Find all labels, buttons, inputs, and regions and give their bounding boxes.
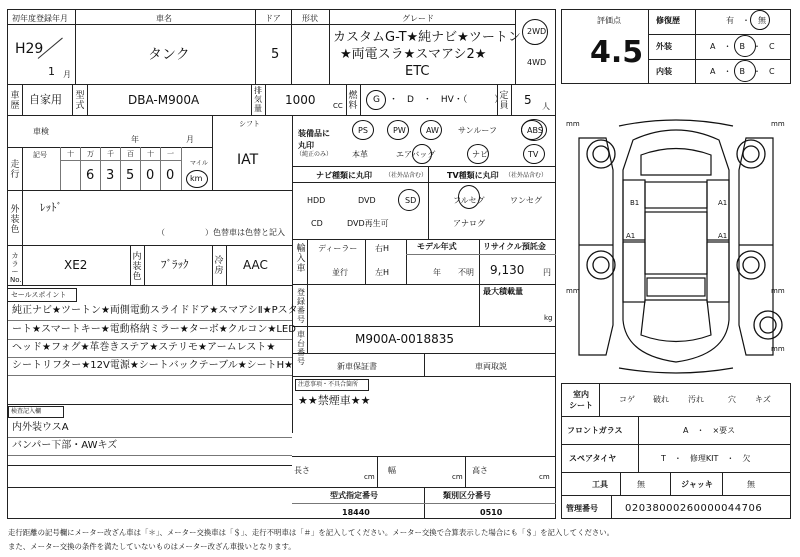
digit-divider <box>160 147 161 190</box>
equip-item: PS <box>358 126 368 135</box>
left-rear-door <box>623 242 645 302</box>
left-front-door <box>623 180 645 240</box>
interior-color-label: 内装色 <box>132 252 142 282</box>
recycle-value: 9,130 <box>490 263 525 277</box>
equip-circle <box>521 119 547 141</box>
class-number-label: 類別区分番号 <box>443 491 491 500</box>
tv-type: フルセグ <box>453 196 485 205</box>
digit-divider <box>140 147 141 190</box>
warranty-doc: 新車保証書 <box>337 362 377 371</box>
damage-mark-a1-upper: A1 <box>718 199 728 207</box>
sales-rule <box>8 320 292 321</box>
shape-label: 形状 <box>302 14 318 23</box>
chassis-label: 車台番号 <box>297 330 305 366</box>
inspector-line: バンパー下部・AWキズ <box>12 440 118 451</box>
equip-item: 本革 <box>352 150 368 159</box>
capacity-value: 5 <box>524 93 532 107</box>
inspector-line: 内外装ウスA <box>12 422 69 433</box>
sales-point-line: 純正ナビ★ツートン★両側電動スライドドア★スマアシⅡ★Pスタ <box>12 305 298 316</box>
mgmt-label: 管理番号 <box>566 504 598 513</box>
shift-label: シフト <box>239 120 260 128</box>
interior-label: 内装 <box>656 67 672 76</box>
height-unit: cm <box>539 473 550 481</box>
mgmt-value: 02038000260000044706 <box>625 503 763 514</box>
recycle-label: リサイクル預託金 <box>483 242 546 251</box>
max-load-label: 最大積載量 <box>483 287 523 296</box>
digit-header: 万 <box>87 150 94 158</box>
grade-line1: カスタムG-T★純ナビ★ツートン <box>333 30 521 45</box>
manual-doc: 車両取説 <box>475 362 507 371</box>
max-load-unit: kg <box>544 314 553 322</box>
equip-item: TV <box>528 150 539 159</box>
sales-rule <box>8 339 292 340</box>
mileage-digit: 3 <box>106 168 115 183</box>
model-label: 型式 <box>75 91 85 111</box>
damage-mark-a1-right: A1 <box>718 232 728 240</box>
tv-fullseg-circle <box>458 185 480 209</box>
roof <box>645 212 707 274</box>
first-reg-month: 1 <box>48 65 55 78</box>
shift-value: IAT <box>237 152 259 168</box>
color-value: ﾚｯﾄﾞ <box>40 201 62 214</box>
digit-header: 一 <box>167 150 174 158</box>
equip-item: エアバッグ <box>396 150 436 159</box>
car-diagram <box>561 110 791 380</box>
fuel-label: 燃料 <box>348 91 358 111</box>
tire-mm-spare: mm <box>771 345 785 353</box>
damage-mark-a1-left: A1 <box>626 232 636 240</box>
inspection-month-unit: 月 <box>186 135 194 144</box>
sales-point-line: ート★スマートキー★電動格納ミラー★ターボ★クルコン★LED <box>12 324 296 335</box>
import-lh: 左H <box>375 268 390 277</box>
right-front-tire <box>737 140 765 168</box>
interior-color: ﾌﾞﾗｯｸ <box>161 258 189 271</box>
reg-type: 自家用 <box>29 93 62 106</box>
digit-header: 十 <box>147 150 154 158</box>
equip-item: ABS <box>527 126 543 135</box>
navi-type: HDD <box>307 196 326 205</box>
color-note: （ ）色替車は色替と記入 <box>157 228 285 237</box>
model-year-unknown: 不明 <box>458 268 474 277</box>
fuel-options: G ・ D ・ HV・（ ） <box>373 95 504 105</box>
seat-item: 穴 <box>728 395 736 404</box>
spare-label: スペアタイヤ <box>569 454 617 463</box>
digit-divider <box>100 147 101 190</box>
color-code: XE2 <box>64 258 88 272</box>
navi-sd-circle <box>398 189 420 211</box>
width-unit: cm <box>452 473 463 481</box>
digit-header: 百 <box>127 150 134 158</box>
door-label: ドア <box>265 14 281 23</box>
interior-b-circle <box>734 60 756 82</box>
navi-type: CD <box>311 219 323 228</box>
type-designation-value: 18440 <box>342 508 370 517</box>
exterior-b-circle <box>734 35 756 57</box>
right-rear-door <box>707 242 729 302</box>
displacement-value: 1000 <box>285 93 316 107</box>
equip-item: ナビ <box>472 150 488 159</box>
model-year-year: 年 <box>433 268 441 277</box>
displacement-unit: CC <box>333 102 343 110</box>
color-code-label: カラーNo. <box>10 252 22 284</box>
rear-glass <box>647 278 705 296</box>
seat-item: コゲ <box>619 395 635 404</box>
digit-divider <box>120 147 121 190</box>
drive-4wd: 4WD <box>527 58 547 67</box>
tv-type: アナログ <box>453 219 485 228</box>
mileage-digit: 0 <box>146 168 155 183</box>
model-value: DBA-M900A <box>128 93 200 107</box>
import-label: 輸入車 <box>296 244 306 274</box>
length-unit: cm <box>364 473 375 481</box>
grade-label: グレード <box>402 14 434 23</box>
mileage-digit: 5 <box>126 168 135 183</box>
capacity-unit: 人 <box>542 102 550 111</box>
equipment-label: 装備品に 丸印 <box>298 129 330 150</box>
seat-item: キズ <box>755 395 771 404</box>
car-body-outline <box>623 130 729 362</box>
import-parallel: 並行 <box>332 268 348 277</box>
spare-value: T ・ 修理KIT ・ 欠 <box>661 454 751 463</box>
grade-line3: ETC <box>405 64 430 79</box>
right-side-view <box>739 138 773 355</box>
door-value: 5 <box>271 47 280 62</box>
spare-tire <box>754 311 782 339</box>
recycle-unit: 円 <box>543 268 551 277</box>
ac-label: 冷房 <box>214 256 224 276</box>
left-front-tire <box>587 140 615 168</box>
length-label: 長さ <box>294 466 310 475</box>
exterior-options: A ・ B ・ C <box>710 42 775 51</box>
first-reg-month-unit: 月 <box>63 70 71 79</box>
equipment-sub-label: （純正のみ） <box>296 151 333 158</box>
record-label: 記号 <box>33 151 47 159</box>
tv-header: TV種類に丸印 <box>447 171 499 180</box>
width-label: 幅 <box>388 466 396 475</box>
left-side-view <box>579 138 613 355</box>
first-reg-label: 初年度登録年月 <box>12 14 68 23</box>
inspector-rule <box>8 437 292 438</box>
footer-line2: また、メーター交換の条件を満たしていないものはメーター改ざん車扱いとなります。 <box>8 542 296 551</box>
mileage-digit: 0 <box>166 168 175 183</box>
windshield-value: A ・ ×要ス <box>683 426 736 435</box>
digit-divider <box>80 147 81 190</box>
reg-type-label: 車歴 <box>10 91 20 111</box>
displacement-label: 排気量 <box>254 86 262 113</box>
import-dealer: ディーラー <box>318 244 358 253</box>
navi-type: SD <box>405 196 417 205</box>
sales-point-line: シートリフター★12V電源★シートバックテーブル★シートH★ <box>12 360 294 371</box>
color-label: 外装色 <box>10 205 20 235</box>
windshield-label: フロントガラス <box>567 426 623 435</box>
tire-mm-lf: mm <box>566 120 580 128</box>
drive-2wd: 2WD <box>527 27 547 36</box>
mile-label: マイル <box>190 160 208 167</box>
rear-bumper <box>619 368 733 373</box>
import-rh: 右H <box>375 244 390 253</box>
sales-rule <box>8 375 292 376</box>
notes-text: ★★禁煙車★★ <box>298 394 371 407</box>
navi-header-note: （社外品含む） <box>385 172 428 179</box>
jack-value: 無 <box>747 480 755 489</box>
repair-options: 有 ・ 無 <box>726 16 766 25</box>
left-rear-tire <box>587 251 615 279</box>
repair-label: 修復歴 <box>656 16 680 25</box>
equip-item: サンルーフ <box>458 126 497 135</box>
seat-item: 汚れ <box>688 395 704 404</box>
inspector-label: 検査記入欄 <box>11 408 42 415</box>
inspector-rule <box>8 455 292 456</box>
grade-line2: ★両電スラ★スマアシ2★ <box>340 47 487 62</box>
digit-divider <box>181 147 182 190</box>
right-rear-tire <box>737 251 765 279</box>
seat-item: 破れ <box>653 395 669 404</box>
sales-rule <box>8 357 292 358</box>
navi-type: DVD再生可 <box>347 219 389 228</box>
tire-mm-lr: mm <box>566 287 580 295</box>
damage-mark-b1: B1 <box>630 199 640 207</box>
first-reg-era: H29 <box>15 41 44 57</box>
navi-header: ナビ種類に丸印 <box>316 171 372 180</box>
hood <box>641 149 711 176</box>
score-label: 評価点 <box>597 16 621 25</box>
tv-header-note: （社外品含む） <box>505 172 548 179</box>
navi-type: DVD <box>358 196 376 205</box>
tire-mm-rr: mm <box>771 287 785 295</box>
tv-type: ワンセグ <box>510 196 542 205</box>
right-front-door <box>707 180 729 240</box>
exterior-label: 外装 <box>656 42 672 51</box>
tools-value: 無 <box>637 480 645 489</box>
inspection-year-unit: 年 <box>131 135 139 144</box>
type-designation-label: 型式指定番号 <box>330 491 378 500</box>
car-name: タンク <box>148 47 190 63</box>
sales-points-label: セールスポイント <box>11 291 67 299</box>
equip-item: AW <box>426 126 439 135</box>
equip-item: PW <box>393 126 406 135</box>
front-bumper <box>619 120 733 126</box>
model-year-label: モデル年式 <box>417 242 457 251</box>
notes-label: 注意事項・不具合箇所 <box>298 381 359 388</box>
reg-number-label: 登録番号 <box>297 288 305 324</box>
ac-value: AAC <box>243 258 268 272</box>
digit-header: 千 <box>107 150 114 158</box>
km-label: km <box>190 174 203 183</box>
capacity-label: 定員 <box>499 91 509 111</box>
mileage-digit: 6 <box>86 168 95 183</box>
equip-circle <box>412 144 432 164</box>
mileage-label: 走行 <box>10 160 20 180</box>
footer-line1: 走行距離の記号欄にメーター改ざん車は「＊」、メーター交換車は「＄」、走行不明車は「＃」を記入してください。メーター交換で合算表示した場合にも「＄」を記入してください。 <box>8 528 615 537</box>
sales-point-line: ヘッド★フォグ★革巻きステア★ステリモ★アームレスト★ <box>12 342 276 353</box>
rear-hatch <box>641 300 711 342</box>
car-name-label: 車名 <box>156 14 172 23</box>
repair-none-circle <box>750 10 770 30</box>
windshield <box>645 182 707 208</box>
tools-label: 工具 <box>592 480 608 489</box>
seat-label: 室内 シート <box>569 390 593 410</box>
interior-options: A ・ B ・ C <box>710 67 775 76</box>
tire-mm-rf: mm <box>771 120 785 128</box>
chassis-value: M900A-0018835 <box>355 332 454 346</box>
digit-header: 十 <box>67 150 74 158</box>
class-number-value: 0510 <box>480 508 503 517</box>
height-label: 高さ <box>472 466 488 475</box>
inspection-label: 車検 <box>33 127 49 136</box>
jack-label: ジャッキ <box>681 480 713 489</box>
score-value: 4.5 <box>590 35 644 70</box>
